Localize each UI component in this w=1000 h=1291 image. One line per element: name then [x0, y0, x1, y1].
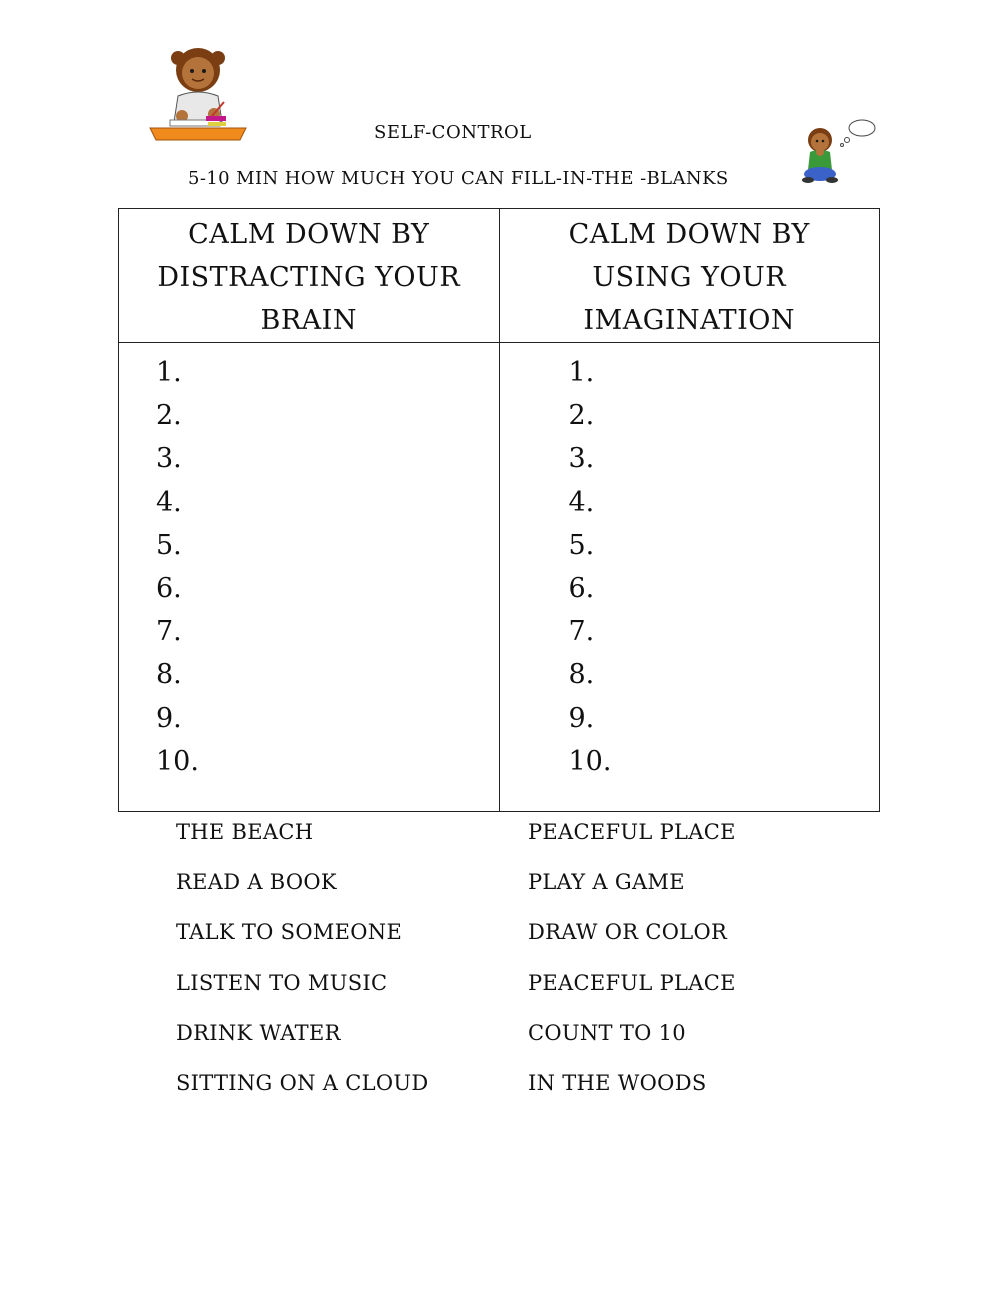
word-bank-row — [176, 1017, 796, 1067]
blank-line-item[interactable]: 8. — [568, 659, 595, 691]
blank-line-item[interactable]: 7. — [568, 616, 595, 648]
word-bank — [176, 816, 796, 1117]
word-bank-option[interactable]: PLAY A GAME — [528, 870, 685, 895]
column-heading-distract — [119, 209, 500, 343]
blank-line-item[interactable]: 2. — [568, 400, 595, 432]
column-heading-distract-text: CALM DOWN BY DISTRACTING YOUR BRAIN — [157, 219, 461, 336]
table-body-row — [119, 343, 880, 812]
blank-line-item[interactable]: 9. — [156, 702, 182, 734]
blank-line-item[interactable]: 1. — [568, 357, 595, 388]
word-bank-option[interactable]: SITTING ON A CLOUD — [176, 1070, 429, 1095]
worksheet-title: SELF-CONTROL — [374, 122, 532, 143]
column-heading-imagination-text: CALM DOWN BY USING YOUR IMAGINATION — [568, 219, 810, 336]
word-bank-option[interactable]: LISTEN TO MUSIC — [176, 970, 388, 995]
distract-blank-list — [119, 343, 499, 783]
blank-line-item[interactable]: 5. — [156, 529, 182, 561]
blank-line-item[interactable]: 1. — [156, 357, 182, 388]
blank-line-item[interactable]: 8. — [156, 659, 182, 691]
blank-line-item[interactable]: 3. — [156, 443, 182, 475]
blank-line-item[interactable]: 3. — [568, 443, 595, 475]
imagination-list-cell — [499, 343, 880, 812]
child-thinking-icon — [800, 116, 880, 188]
blank-line-item[interactable]: 6. — [568, 572, 595, 604]
blank-line-item[interactable]: 5. — [568, 529, 595, 561]
word-bank-option[interactable]: THE BEACH — [176, 820, 314, 844]
word-bank-option[interactable]: TALK TO SOMEONE — [176, 920, 403, 945]
word-bank-row — [176, 1067, 796, 1117]
distract-list-cell — [119, 343, 500, 812]
blank-line-item[interactable]: 4. — [568, 486, 595, 518]
blank-line-item[interactable]: 10. — [568, 745, 612, 777]
word-bank-row — [176, 866, 796, 916]
blank-line-item[interactable]: 9. — [568, 702, 595, 734]
blank-line-item[interactable]: 7. — [156, 616, 182, 648]
fill-in-table — [118, 208, 880, 812]
word-bank-row — [176, 916, 796, 966]
table-header-row — [119, 209, 880, 343]
word-bank-option[interactable]: DRINK WATER — [176, 1020, 341, 1045]
imagination-blank-list — [500, 343, 880, 783]
word-bank-option[interactable]: PEACEFUL PLACE — [528, 820, 736, 844]
child-writing-at-desk-icon — [148, 44, 248, 144]
blank-line-item[interactable]: 4. — [156, 486, 182, 518]
word-bank-row — [176, 816, 796, 866]
blank-line-item[interactable]: 10. — [156, 745, 199, 777]
word-bank-option[interactable]: IN THE WOODS — [528, 1070, 707, 1095]
column-heading-imagination — [499, 209, 880, 343]
word-bank-option[interactable]: DRAW OR COLOR — [528, 920, 728, 945]
worksheet-instructions: 5-10 MIN HOW MUCH YOU CAN FILL-IN-THE -BLANKS — [188, 168, 729, 189]
word-bank-option[interactable]: COUNT TO 10 — [528, 1020, 686, 1045]
word-bank-option[interactable]: READ A BOOK — [176, 870, 337, 895]
blank-line-item[interactable]: 2. — [156, 400, 182, 432]
blank-line-item[interactable]: 6. — [156, 572, 182, 604]
word-bank-option[interactable]: PEACEFUL PLACE — [528, 970, 736, 995]
word-bank-row — [176, 967, 796, 1017]
